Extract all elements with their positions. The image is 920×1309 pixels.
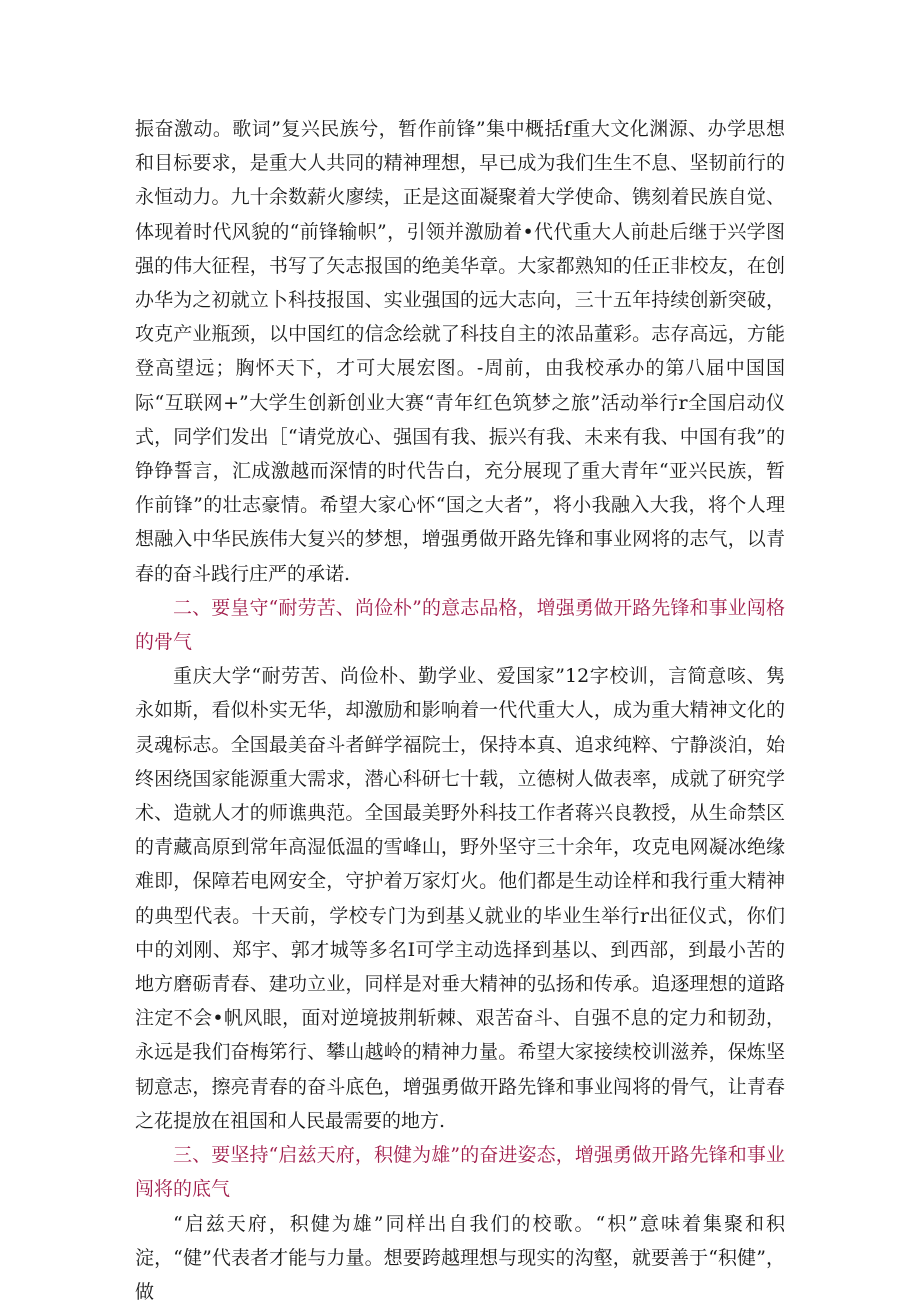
body-paragraph: 振奋激动。歌词”复兴民族兮，暂作前锋”集中概括f重大文化渊源、办学思想和目标要求，是重大人共同的精神理想，早已成为我们生生不息、坚韧前行的永恒动力。九十余数薪火廖续，正是这面凝聚着大学使命、镌刻着民族自觉、体现着时代风貌的“前锋输帜”，引领并激励着•代代重大人前赴后继于兴学图强的伟大征程，书写了矢志报国的绝美华章。大家都熟知的任正非校友，在创办华为之初就立卜科技报国、实业强国的远大志向，三十五年持续创新突破，攻克产业瓶颈，以中国红的信念绘就了科技自主的浓品董彩。志存高远，方能登高望远；胸怀天下，才可大展宏图。-周前，由我校承办的第八届中国国际“互联网+”大学生创新创业大赛“青年红色筑梦之旅”活动举行r全国启动仪式，同学们发出［“请党放心、强国有我、振兴有我、未来有我、中国有我”的铮铮誓言，汇成激越而深情的时代告白，充分展现了重大青年“亚兴民族，暂作前锋”的壮志豪情。希望大家心怀“国之大者”，将小我融入大我，将个人理想融入中华民族伟大复兴的梦想，增强勇做开路先锋和事业网将的志气，以青春的奋斗践行庄严的承诺. [135, 112, 785, 591]
body-paragraph: “启兹天府，积健为雄”同样出自我们的校歌。“枳”意味着集聚和积淀，“健”代表者才能与力量。想要跨越理想与现实的沟壑，就要善于“积健”，做 [135, 1207, 785, 1309]
section-heading: 三、要坚持“启兹天府，积健为雄”的奋进姿态，增强勇做开路先锋和事业闯将的底气 [135, 1138, 785, 1206]
document-body [135, 112, 785, 1309]
body-paragraph: 重庆大学“耐劳苦、尚俭朴、勤学业、爱国家”12字校训，言简意咳、隽永如斯，看似朴实无华，却激励和影响着一代代重大人，成为重大精神文化的灵魂标志。全国最美奋斗者鲜学福院士，保持本真、追求纯粹、宁静淡泊，始终困绕国家能源重大需求，潜心科研七十载，立德树人做表率，成就了研究学术、造就人才的师谯典范。全国最美野外科技工作者蒋兴良教授，从生命禁区的青藏高原到常年高湿低温的雪峰山，野外坚守三十余年，攻克电网凝冰绝缘难即，保障若电网安全，守护着万家灯火。他们都是生动诠样和我行重大精神的典型代表。十天前，学校专门为到基乂就业的毕业生举行r出征仪式，你们中的刘刚、郑宇、郭才城等多名I可学主动选择到基以、到西部，到最小苦的地方磨砺青春、建功立业，同样是对垂大精神的弘扬和传承。追逐理想的道路注定不会•帆风眼，面对逆境披荆斩棘、艰苦奋斗、自强不息的定力和韧劲，永远是我们奋梅笫行、攀山越岭的精神力量。希望大家接续校训滋养，保炼坚韧意志，擦亮青春的奋斗底色，增强勇做开路先锋和事业闯将的骨气，让青春之花提放在祖国和人民最需要的地方. [135, 659, 785, 1138]
section-heading: 二、要皇守“耐劳苦、尚俭朴”的意志品格，增强勇做开路先锋和事业闯格的骨气 [135, 591, 785, 659]
